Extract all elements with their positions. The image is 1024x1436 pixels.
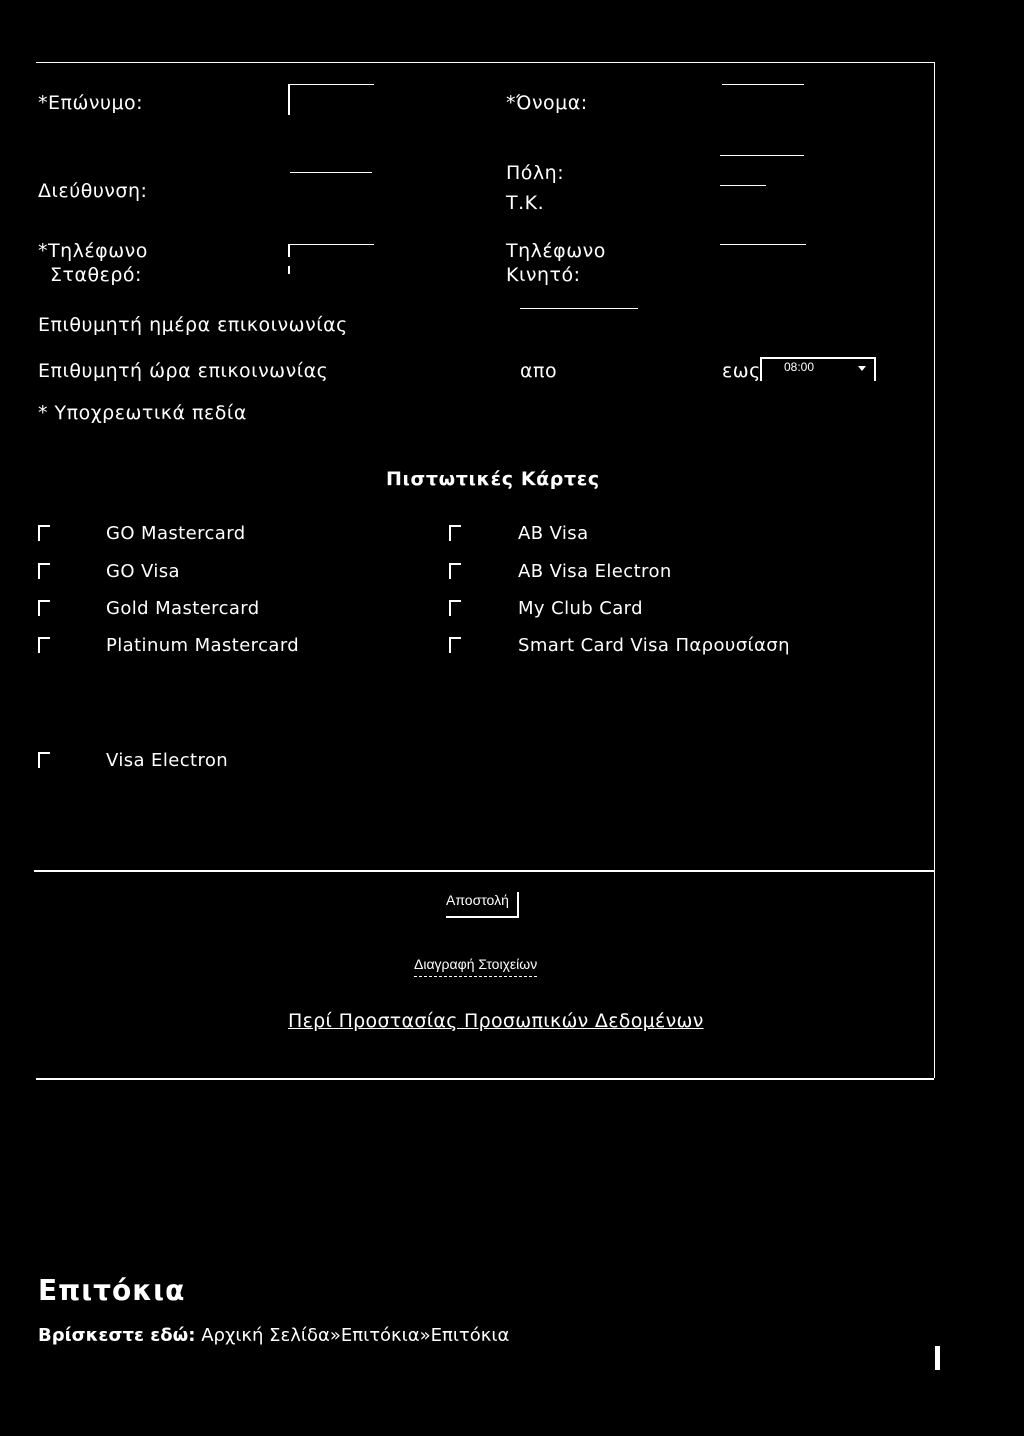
card-label-visa-electron: Visa Electron [106,750,229,771]
card-label-my-club-card: My Club Card [518,598,643,619]
scroll-marker [935,1346,940,1370]
frame-bottom-border [36,1078,934,1080]
actions-separator [34,870,934,872]
contact-time-label: Επιθυμητή ώρα επικοινωνίας [38,360,329,382]
checkbox-gold-mastercard[interactable] [38,600,50,616]
checkbox-ab-visa[interactable] [449,525,461,541]
from-label: απο [520,360,558,382]
checkbox-platinum-mastercard[interactable] [38,637,50,653]
breadcrumb-path[interactable]: Αρχική Σελίδα»Επιτόκια»Επιτόκια [201,1325,510,1346]
city-label: Πόλη: [506,162,565,184]
postal-code-input[interactable] [720,185,766,202]
to-label: εως [722,360,761,382]
checkbox-ab-visa-electron[interactable] [449,563,461,579]
card-label-go-visa: GO Visa [106,561,180,582]
card-label-ab-visa: AB Visa [518,523,589,544]
mobile-label-line1: Τηλέφωνο [506,240,606,262]
frame-right-border [934,62,935,1078]
checkbox-go-mastercard[interactable] [38,525,50,541]
frame-top-border [36,62,934,63]
postal-code-label: Τ.Κ. [506,192,545,214]
cards-title: Πιστωτικές Κάρτες [386,468,600,490]
contact-day-label: Επιθυμητή ημέρα επικοινωνίας [38,314,348,336]
surname-input[interactable] [288,84,374,115]
submit-button[interactable]: Αποστολή [446,892,519,918]
breadcrumb [38,1325,509,1346]
to-time-value: 08:00 [784,360,815,374]
card-label-ab-visa-electron: AB Visa Electron [518,561,672,582]
checkbox-smart-card-visa[interactable] [449,637,461,653]
landline-label-line2: Σταθερό: [50,264,142,286]
landline-label-line1: *Τηλέφωνο [38,240,148,262]
breadcrumb-prefix: Βρίσκεστε εδώ: [38,1325,196,1346]
name-label: *Όνομα: [506,92,588,114]
checkbox-my-club-card[interactable] [449,600,461,616]
to-time-select[interactable] [760,357,876,381]
card-label-smart-card-visa: Smart Card Visa Παρουσίαση [518,635,790,656]
mobile-label-line2: Κινητό: [506,264,581,286]
required-note: * Υποχρεωτικά πεδία [38,402,247,424]
card-label-go-mastercard: GO Mastercard [106,523,246,544]
contact-day-input[interactable] [520,308,638,325]
surname-label: *Επώνυμο: [38,92,144,114]
mobile-input[interactable] [720,244,806,261]
address-label: Διεύθυνση: [38,180,148,202]
card-label-platinum-mastercard: Platinum Mastercard [106,635,300,656]
city-input[interactable] [720,155,804,172]
page-heading: Επιτόκια [38,1274,186,1307]
landline-input[interactable] [288,244,374,257]
checkbox-visa-electron[interactable] [38,752,50,768]
checkbox-go-visa[interactable] [38,563,50,579]
landline-input-marker [288,266,290,274]
clear-button[interactable]: Διαγραφή Στοιχείων [414,956,537,977]
address-input[interactable] [290,172,372,189]
name-input[interactable] [722,84,804,101]
chevron-down-icon [858,366,866,371]
card-label-gold-mastercard: Gold Mastercard [106,598,260,619]
privacy-link[interactable]: Περί Προστασίας Προσωπικών Δεδομένων [288,1010,704,1032]
